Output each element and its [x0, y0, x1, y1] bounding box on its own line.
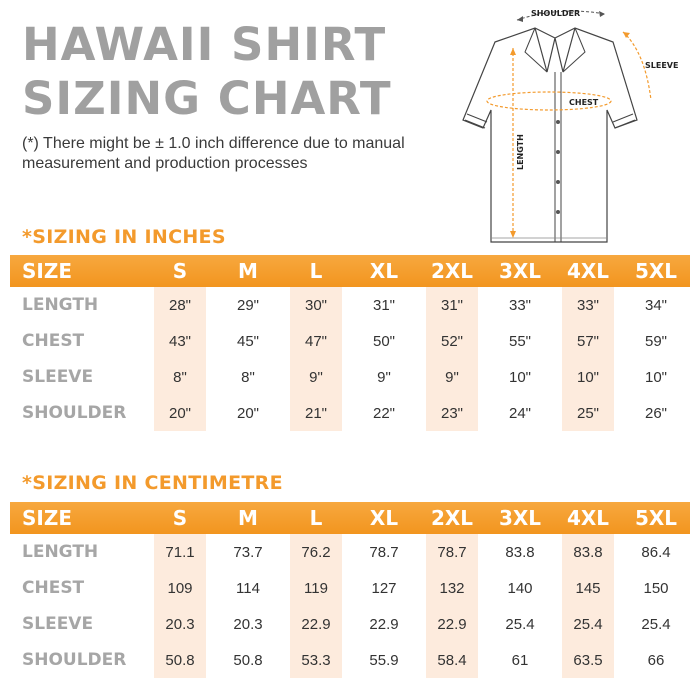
header-size: L — [309, 506, 323, 530]
header-size: 3XL — [498, 259, 542, 283]
header-size: 5XL — [634, 506, 678, 530]
table-cell: 34" — [644, 296, 667, 314]
table-cell: 22.9 — [369, 615, 399, 633]
header-size: 3XL — [498, 506, 542, 530]
table-cell: 22.9 — [301, 615, 331, 633]
table-cell: 9" — [445, 368, 459, 386]
table-cell: 55.9 — [369, 651, 399, 669]
header-size: M — [238, 259, 258, 283]
table-cell: 43" — [168, 332, 191, 350]
table-cell: 28" — [168, 296, 191, 314]
table-cell: 25.4 — [573, 615, 603, 633]
table-cell: 8" — [173, 368, 187, 386]
table-cell: 20.3 — [233, 615, 263, 633]
table-cell: 53.3 — [301, 651, 331, 669]
table-cell: 50.8 — [165, 651, 195, 669]
table-cell: 8" — [241, 368, 255, 386]
table-cell: 52" — [440, 332, 463, 350]
row-label: CHEST — [22, 578, 85, 598]
header-size: XL — [369, 506, 399, 530]
page-title — [22, 18, 392, 126]
table-cell: 33" — [576, 296, 599, 314]
table-cell: 59" — [644, 332, 667, 350]
table-cell: 63.5 — [573, 651, 603, 669]
cm-header-row — [10, 502, 690, 534]
table-cell: 33" — [508, 296, 531, 314]
table-cell: 66 — [647, 651, 665, 669]
table-cell: 50.8 — [233, 651, 263, 669]
header-size: 4XL — [566, 506, 610, 530]
title-line-2: SIZING CHART — [22, 72, 392, 125]
cm-table — [10, 502, 690, 678]
table-cell: 25.4 — [505, 615, 535, 633]
table-cell: 29" — [236, 296, 259, 314]
table-cell: 20" — [168, 404, 191, 422]
table-cell: 10" — [576, 368, 599, 386]
table-cell: 55" — [508, 332, 531, 350]
table-cell: 30" — [304, 296, 327, 314]
table-cell: 114 — [236, 579, 260, 597]
table-cell: 31" — [440, 296, 463, 314]
chest-label: CHEST — [569, 98, 599, 107]
header-size: 5XL — [634, 259, 678, 283]
table-cell: 58.4 — [437, 651, 467, 669]
table-cell: 71.1 — [165, 543, 195, 561]
header-size: S — [172, 506, 188, 530]
inches-section-title: *SIZING IN INCHES — [22, 226, 226, 248]
shirt-diagram — [455, 2, 693, 248]
table-cell: 9" — [309, 368, 323, 386]
table-row — [10, 359, 690, 395]
table-cell: 150 — [643, 579, 669, 597]
table-cell: 25" — [576, 404, 599, 422]
row-label: LENGTH — [22, 295, 99, 315]
table-cell: 25.4 — [641, 615, 671, 633]
table-cell: 10" — [644, 368, 667, 386]
table-row — [10, 534, 690, 570]
header-size: 4XL — [566, 259, 610, 283]
header-size: S — [172, 259, 188, 283]
row-label: SLEEVE — [22, 614, 94, 634]
table-cell: 9" — [377, 368, 391, 386]
table-cell: 20.3 — [165, 615, 195, 633]
table-cell: 24" — [508, 404, 531, 422]
table-cell: 26" — [644, 404, 667, 422]
table-cell: 83.8 — [505, 543, 535, 561]
table-cell: 20" — [236, 404, 259, 422]
header-size: 2XL — [430, 259, 474, 283]
table-cell: 22" — [372, 404, 395, 422]
table-cell: 132 — [439, 579, 465, 597]
table-cell: 78.7 — [437, 543, 467, 561]
table-cell: 31" — [372, 296, 395, 314]
header-size: M — [238, 506, 258, 530]
row-label: SLEEVE — [22, 367, 94, 387]
row-label: SHOULDER — [22, 403, 127, 423]
table-cell: 10" — [508, 368, 531, 386]
row-label: LENGTH — [22, 542, 99, 562]
table-cell: 45" — [236, 332, 259, 350]
table-cell: 78.7 — [369, 543, 399, 561]
measurement-note: (*) There might be ± 1.0 inch difference due to manual measurement and production processes — [22, 135, 405, 172]
table-row — [10, 323, 690, 359]
cm-section-title: *SIZING IN CENTIMETRE — [22, 472, 283, 494]
header-size: 2XL — [430, 506, 474, 530]
table-row — [10, 395, 690, 431]
header-size-label: SIZE — [22, 506, 73, 530]
inches-table — [10, 255, 690, 431]
table-cell: 140 — [507, 579, 533, 597]
title-line-1: HAWAII SHIRT — [22, 18, 387, 71]
table-cell: 23" — [440, 404, 463, 422]
header-size: XL — [369, 259, 399, 283]
table-cell: 127 — [371, 579, 397, 597]
table-cell: 83.8 — [573, 543, 603, 561]
inches-header-row — [10, 255, 690, 287]
table-cell: 50" — [372, 332, 395, 350]
table-cell: 145 — [575, 579, 601, 597]
shoulder-label: SHOULDER — [531, 9, 581, 18]
table-cell: 73.7 — [233, 543, 263, 561]
table-cell: 109 — [167, 579, 193, 597]
header-size: L — [309, 259, 323, 283]
table-cell: 86.4 — [641, 543, 671, 561]
table-cell: 21" — [304, 404, 327, 422]
table-cell: 61 — [511, 651, 529, 669]
header-size-label: SIZE — [22, 259, 73, 283]
table-row — [10, 570, 690, 606]
length-label: LENGTH — [516, 134, 525, 170]
sleeve-label: SLEEVE — [645, 61, 679, 70]
row-label: SHOULDER — [22, 650, 127, 670]
table-row — [10, 287, 690, 323]
table-cell: 119 — [304, 579, 328, 597]
table-cell: 47" — [304, 332, 327, 350]
table-cell: 76.2 — [301, 543, 331, 561]
table-row — [10, 642, 690, 678]
table-cell: 57" — [576, 332, 599, 350]
row-label: CHEST — [22, 331, 85, 351]
table-cell: 22.9 — [437, 615, 467, 633]
table-row — [10, 606, 690, 642]
